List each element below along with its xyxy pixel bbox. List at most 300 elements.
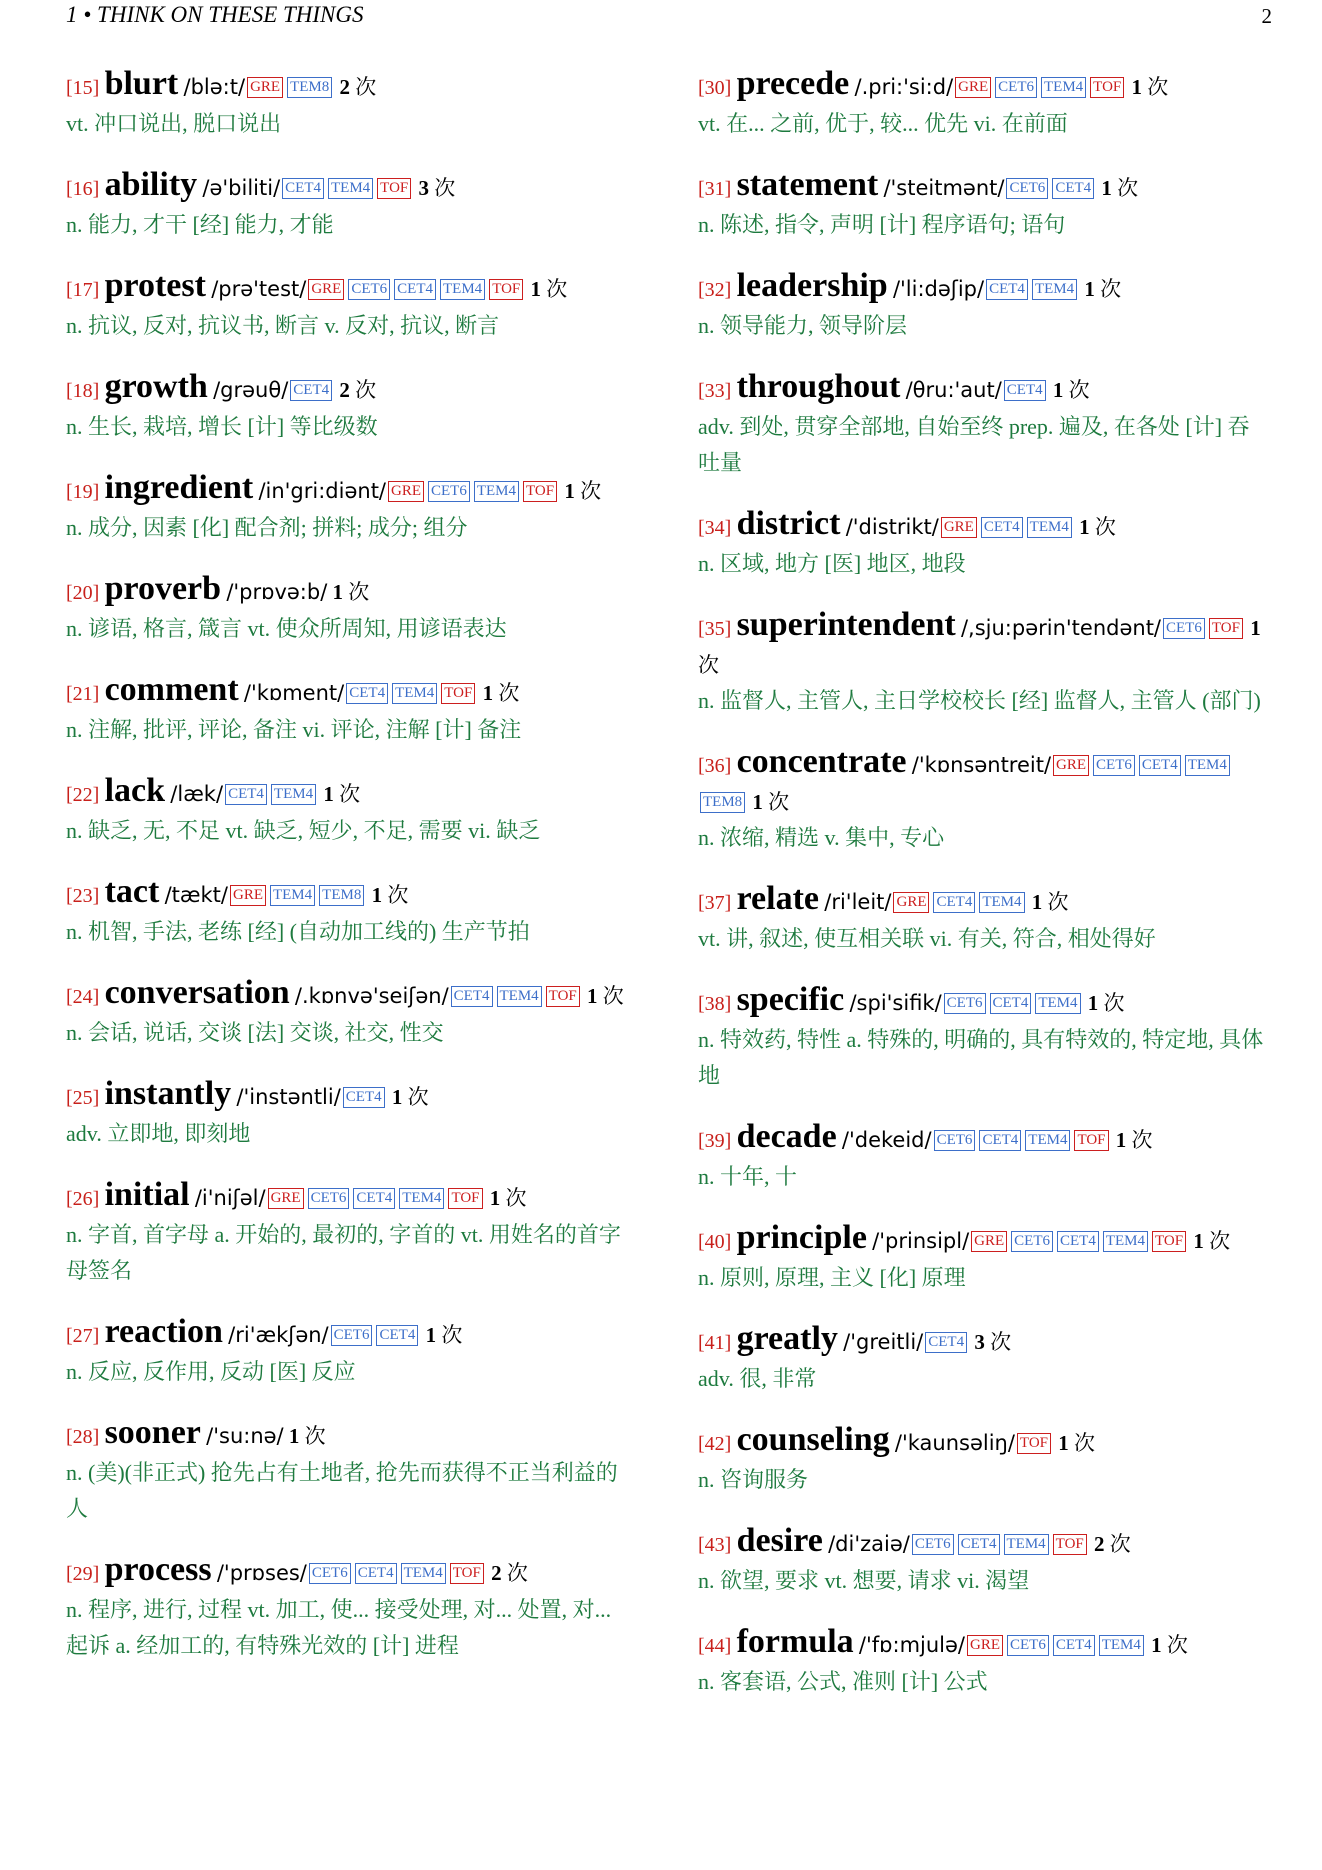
entry-word: blurt <box>104 65 179 102</box>
exam-tag: GRE <box>893 892 929 913</box>
count-suffix: 次 <box>304 1424 326 1448</box>
entry-pronunciation: /læk/ <box>170 782 224 806</box>
entry-index: [22] <box>66 784 100 806</box>
exam-tag: CET4 <box>290 380 332 401</box>
exam-tag: TEM4 <box>474 481 519 502</box>
vocab-entry <box>66 1552 632 1664</box>
entry-headline <box>698 1220 1264 1260</box>
entry-definition: adv. 很, 非常 <box>698 1366 817 1391</box>
entry-word: concentrate <box>736 743 907 780</box>
entry-word: decade <box>736 1118 837 1155</box>
entry-headline <box>66 672 632 712</box>
exam-tag: TEM8 <box>700 792 745 813</box>
entry-headline <box>66 167 632 207</box>
vocab-entry <box>66 268 632 344</box>
entry-headline <box>698 66 1264 106</box>
occurrence-count: 1 <box>587 984 598 1008</box>
entry-pronunciation: /prə'test/ <box>211 277 307 301</box>
occurrence-count: 1 <box>1250 616 1261 640</box>
entry-headline <box>66 268 632 308</box>
entry-headline <box>698 1422 1264 1462</box>
exam-tag: CET4 <box>353 1188 395 1209</box>
vocab-entry <box>66 470 632 546</box>
entry-definition: n. 浓缩, 精选 v. 集中, 专心 <box>698 825 945 850</box>
entry-definition: n. 字首, 首字母 a. 开始的, 最初的, 字首的 vt. 用姓名的首字母签名 <box>66 1222 621 1283</box>
exam-tag: TOF <box>441 683 475 704</box>
entry-pronunciation: /'instəntli/ <box>236 1085 341 1109</box>
entry-definition: n. 能力, 才干 [经] 能力, 才能 <box>66 212 334 237</box>
count-suffix: 次 <box>407 1085 429 1109</box>
entry-headline <box>698 1523 1264 1563</box>
occurrence-count: 1 <box>1058 1431 1069 1455</box>
entry-headline <box>698 744 1264 820</box>
entry-index: [21] <box>66 683 100 705</box>
entry-headline <box>66 1314 632 1354</box>
exam-tag: CET4 <box>925 1332 967 1353</box>
occurrence-count: 2 <box>491 1561 502 1585</box>
vocab-entry <box>66 1314 632 1390</box>
vocab-entry <box>698 607 1264 719</box>
entry-headline <box>698 167 1264 207</box>
entry-headline <box>698 1624 1264 1664</box>
exam-tag: GRE <box>1053 755 1089 776</box>
count-suffix: 次 <box>580 479 602 503</box>
entry-pronunciation: /'kaunsəliŋ/ <box>894 1431 1015 1455</box>
entry-definition: n. 抗议, 反对, 抗议书, 断言 v. 反对, 抗议, 断言 <box>66 313 500 338</box>
occurrence-count: 1 <box>489 1186 501 1210</box>
exam-tag: CET6 <box>912 1534 954 1555</box>
occurrence-count: 1 <box>425 1323 437 1347</box>
exam-tag: CET4 <box>958 1534 1000 1555</box>
entry-index: [43] <box>698 1534 732 1556</box>
exam-tag: TEM4 <box>1103 1231 1148 1252</box>
vocab-entry <box>698 369 1264 481</box>
entry-definition: vt. 冲口说出, 脱口说出 <box>66 111 282 136</box>
entry-word: desire <box>736 1522 823 1559</box>
vocab-entry <box>698 268 1264 344</box>
entry-definition: n. 陈述, 指令, 声明 [计] 程序语句; 语句 <box>698 212 1066 237</box>
entry-word: specific <box>736 981 845 1018</box>
count-suffix: 次 <box>1068 378 1090 402</box>
entry-word: tact <box>104 873 160 910</box>
entry-definition: n. 监督人, 主管人, 主日学校校长 [经] 监督人, 主管人 (部门) <box>698 688 1261 713</box>
exam-tag: CET4 <box>990 993 1032 1014</box>
entry-index: [18] <box>66 380 100 402</box>
exam-tag: TOF <box>489 279 523 300</box>
exam-tag: TEM4 <box>1185 755 1230 776</box>
occurrence-count: 1 <box>1151 1633 1162 1657</box>
entry-pronunciation: /ə'biliti/ <box>202 176 281 200</box>
exam-tag: CET4 <box>355 1563 397 1584</box>
exam-tag: CET6 <box>309 1563 351 1584</box>
entry-index: [30] <box>698 77 732 99</box>
vocab-entry <box>698 1119 1264 1195</box>
entry-pronunciation: /spi'sifik/ <box>849 991 942 1015</box>
exam-tag: TEM8 <box>319 885 364 906</box>
exam-tag: CET4 <box>981 517 1023 538</box>
count-suffix: 次 <box>1131 1128 1153 1152</box>
entry-word: instantly <box>104 1075 232 1112</box>
entry-word: growth <box>104 368 208 405</box>
vocab-entry <box>66 167 632 243</box>
entry-headline <box>698 268 1264 308</box>
entry-word: process <box>104 1551 212 1588</box>
occurrence-count: 1 <box>564 479 575 503</box>
count-suffix: 次 <box>441 1323 463 1347</box>
entry-headline <box>66 470 632 510</box>
count-suffix: 次 <box>348 580 370 604</box>
entry-index: [31] <box>698 178 732 200</box>
running-title: 1 • THINK ON THESE THINGS <box>66 2 364 27</box>
exam-tag: CET4 <box>376 1325 418 1346</box>
entry-definition: n. 十年, 十 <box>698 1164 798 1189</box>
exam-tag: GRE <box>247 77 283 98</box>
exam-tag: TEM4 <box>399 1188 444 1209</box>
exam-tag: CET4 <box>451 986 493 1007</box>
entry-definition: n. 成分, 因素 [化] 配合剂; 拼料; 成分; 组分 <box>66 515 468 540</box>
exam-tag: TEM4 <box>979 892 1024 913</box>
exam-tag: CET6 <box>1011 1231 1053 1252</box>
entry-definition: n. 程序, 进行, 过程 vt. 加工, 使... 接受处理, 对... 处置, 对... 起诉 a. 经加工的, 有特殊光效的 [计] 进程 <box>66 1597 612 1658</box>
entry-pronunciation: /'greitli/ <box>843 1330 924 1354</box>
count-suffix: 次 <box>1109 1532 1131 1556</box>
count-suffix: 次 <box>990 1330 1012 1354</box>
exam-tag: TOF <box>448 1188 482 1209</box>
entry-pronunciation: /'prɒvə:b/ <box>226 580 328 604</box>
exam-tag: GRE <box>308 279 344 300</box>
count-suffix: 次 <box>1100 277 1122 301</box>
exam-tag: CET4 <box>979 1130 1021 1151</box>
occurrence-count: 1 <box>332 580 344 604</box>
count-suffix: 次 <box>1117 176 1139 200</box>
entry-index: [41] <box>698 1332 732 1354</box>
entry-headline <box>698 1119 1264 1159</box>
entry-headline <box>698 369 1264 409</box>
right-column <box>698 66 1264 1725</box>
exam-tag: GRE <box>971 1231 1007 1252</box>
entry-definition: n. 咨询服务 <box>698 1467 809 1492</box>
occurrence-count: 1 <box>371 883 383 907</box>
occurrence-count: 1 <box>1031 890 1043 914</box>
left-column <box>66 66 632 1689</box>
entry-pronunciation: /'steitmənt/ <box>883 176 1005 200</box>
vocab-entry <box>66 672 632 748</box>
entry-headline <box>66 369 632 409</box>
exam-tag: TEM4 <box>401 1563 446 1584</box>
entry-index: [28] <box>66 1426 100 1448</box>
entry-word: statement <box>736 166 879 203</box>
occurrence-count: 3 <box>418 176 429 200</box>
entry-pronunciation: /di'zaiə/ <box>828 1532 910 1556</box>
entry-headline <box>66 1415 632 1455</box>
exam-tag: TEM4 <box>497 986 542 1007</box>
exam-tag: TEM4 <box>328 178 373 199</box>
exam-tag: CET4 <box>986 279 1028 300</box>
entry-definition: n. 反应, 反作用, 反动 [医] 反应 <box>66 1359 356 1384</box>
exam-tag: TEM4 <box>1041 77 1086 98</box>
exam-tag: CET6 <box>934 1130 976 1151</box>
exam-tag: TOF <box>450 1563 484 1584</box>
entry-index: [32] <box>698 279 732 301</box>
entry-index: [29] <box>66 1563 100 1585</box>
entry-word: formula <box>736 1623 854 1660</box>
exam-tag: CET4 <box>1053 1635 1095 1656</box>
vocab-entry <box>698 1321 1264 1397</box>
vocab-entry <box>66 975 632 1051</box>
entry-index: [27] <box>66 1325 100 1347</box>
entry-pronunciation: /i'niʃəl/ <box>194 1186 266 1210</box>
entry-definition: vt. 讲, 叙述, 使互相关联 vi. 有关, 符合, 相处得好 <box>698 926 1156 951</box>
entry-index: [17] <box>66 279 100 301</box>
occurrence-count: 1 <box>288 1424 300 1448</box>
entry-headline <box>698 982 1264 1022</box>
exam-tag: CET6 <box>331 1325 373 1346</box>
entry-pronunciation: /'li:dəʃip/ <box>892 277 985 301</box>
count-suffix: 次 <box>1103 991 1125 1015</box>
exam-tag: TEM4 <box>1025 1130 1070 1151</box>
vocab-entry <box>66 1177 632 1289</box>
occurrence-count: 2 <box>339 75 350 99</box>
exam-tag: CET6 <box>944 993 986 1014</box>
vocab-entry <box>66 369 632 445</box>
entry-index: [44] <box>698 1635 732 1657</box>
entry-definition: n. 注解, 批评, 评论, 备注 vi. 评论, 注解 [计] 备注 <box>66 717 522 742</box>
exam-tag: TOF <box>1017 1433 1051 1454</box>
exam-tag: CET6 <box>1163 618 1205 639</box>
occurrence-count: 1 <box>1101 176 1112 200</box>
exam-tag: CET6 <box>995 77 1037 98</box>
count-suffix: 次 <box>768 790 790 814</box>
entry-index: [23] <box>66 885 100 907</box>
vocab-entry <box>66 1415 632 1527</box>
entry-headline <box>698 607 1264 683</box>
vocab-entry <box>698 1624 1264 1700</box>
entry-pronunciation: /'prɒses/ <box>216 1561 307 1585</box>
exam-tag: CET4 <box>1057 1231 1099 1252</box>
exam-tag: CET6 <box>308 1188 350 1209</box>
exam-tag: TEM4 <box>1035 993 1080 1014</box>
entry-headline <box>66 874 632 914</box>
entry-pronunciation: /blə:t/ <box>183 75 246 99</box>
occurrence-count: 1 <box>752 790 763 814</box>
exam-tag: CET4 <box>394 279 436 300</box>
count-suffix: 次 <box>355 378 377 402</box>
occurrence-count: 1 <box>1079 515 1090 539</box>
entry-definition: vt. 在... 之前, 优于, 较... 优先 vi. 在前面 <box>698 111 1068 136</box>
entry-index: [25] <box>66 1087 100 1109</box>
entry-definition: n. 生长, 栽培, 增长 [计] 等比级数 <box>66 414 378 439</box>
vocab-entry <box>698 982 1264 1094</box>
entry-index: [26] <box>66 1188 100 1210</box>
entry-index: [36] <box>698 755 732 777</box>
exam-tag: CET4 <box>1052 178 1094 199</box>
exam-tag: CET4 <box>282 178 324 199</box>
entry-pronunciation: /'fɒ:mjulə/ <box>858 1633 965 1657</box>
exam-tag: TEM4 <box>440 279 485 300</box>
occurrence-count: 1 <box>1193 1229 1204 1253</box>
entry-definition: n. 谚语, 格言, 箴言 vt. 使众所周知, 用谚语表达 <box>66 616 507 641</box>
entry-headline <box>66 1552 632 1592</box>
page-number: 2 <box>1261 4 1272 28</box>
entry-word: leadership <box>736 267 888 304</box>
occurrence-count: 1 <box>1084 277 1095 301</box>
occurrence-count: 1 <box>1052 378 1064 402</box>
entry-definition: n. 特效药, 特性 a. 特殊的, 明确的, 具有特效的, 特定地, 具体地 <box>698 1027 1264 1088</box>
entry-index: [16] <box>66 178 100 200</box>
entry-word: proverb <box>104 570 222 607</box>
entry-definition: n. 客套语, 公式, 准则 [计] 公式 <box>698 1669 988 1694</box>
entry-headline <box>66 571 632 611</box>
exam-tag: TEM4 <box>392 683 437 704</box>
occurrence-count: 2 <box>1094 1532 1105 1556</box>
count-suffix: 次 <box>387 883 409 907</box>
vocab-entry <box>698 506 1264 582</box>
exam-tag: TOF <box>1152 1231 1186 1252</box>
count-suffix: 次 <box>355 75 377 99</box>
count-suffix: 次 <box>1047 890 1069 914</box>
exam-tag: CET6 <box>1006 178 1048 199</box>
occurrence-count: 1 <box>1131 75 1142 99</box>
entry-headline <box>66 1076 632 1116</box>
occurrence-count: 2 <box>339 378 350 402</box>
entry-headline <box>698 1321 1264 1361</box>
entry-definition: n. 原则, 原理, 主义 [化] 原理 <box>698 1265 966 1290</box>
entry-index: [34] <box>698 517 732 539</box>
count-suffix: 次 <box>1094 515 1116 539</box>
entry-word: greatly <box>736 1320 838 1357</box>
vocab-entry <box>66 874 632 950</box>
exam-tag: CET4 <box>1004 380 1046 401</box>
exam-tag: GRE <box>967 1635 1003 1656</box>
entry-pronunciation: /'dekeid/ <box>841 1128 932 1152</box>
entry-definition: n. (美)(非正式) 抢先占有土地者, 抢先而获得不正当利益的人 <box>66 1460 618 1521</box>
entry-definition: adv. 到处, 贯穿全部地, 自始至终 prep. 遍及, 在各处 [计] 吞吐量 <box>698 414 1250 475</box>
entry-pronunciation: /ri'ækʃən/ <box>228 1323 329 1347</box>
exam-tag: TOF <box>1053 1534 1087 1555</box>
entry-definition: n. 欲望, 要求 vt. 想要, 请求 vi. 渴望 <box>698 1568 1030 1593</box>
entry-pronunciation: /θru:'aut/ <box>905 378 1002 402</box>
entry-index: [19] <box>66 481 100 503</box>
entry-headline <box>66 975 632 1015</box>
entry-definition: n. 领导能力, 领导阶层 <box>698 313 908 338</box>
entry-headline <box>66 66 632 106</box>
exam-tag: TEM4 <box>271 784 316 805</box>
exam-tag: GRE <box>230 885 266 906</box>
exam-tag: TEM4 <box>1027 517 1072 538</box>
entry-definition: n. 缺乏, 无, 不足 vt. 缺乏, 短少, 不足, 需要 vi. 缺乏 <box>66 818 541 843</box>
exam-tag: TEM4 <box>1032 279 1077 300</box>
occurrence-count: 1 <box>391 1085 403 1109</box>
entry-word: throughout <box>736 368 901 405</box>
exam-tag: CET6 <box>428 481 470 502</box>
entry-definition: n. 会话, 说话, 交谈 [法] 交谈, 社交, 性交 <box>66 1020 444 1045</box>
count-suffix: 次 <box>1209 1229 1231 1253</box>
entry-definition: adv. 立即地, 即刻地 <box>66 1121 251 1146</box>
entry-index: [42] <box>698 1433 732 1455</box>
exam-tag: CET6 <box>1093 755 1135 776</box>
entry-word: comment <box>104 671 239 708</box>
entry-word: superintendent <box>736 606 956 643</box>
exam-tag: TOF <box>546 986 580 1007</box>
entry-word: principle <box>736 1219 867 1256</box>
entry-pronunciation: /'kɒnsəntreit/ <box>911 753 1052 777</box>
vocab-entry <box>66 1076 632 1152</box>
entry-headline <box>698 506 1264 546</box>
count-suffix: 次 <box>602 984 624 1008</box>
entry-index: [20] <box>66 582 100 604</box>
entry-definition: n. 机智, 手法, 老练 [经] (自动加工线的) 生产节拍 <box>66 919 530 944</box>
entry-word: lack <box>104 772 166 809</box>
entry-pronunciation: /'distrikt/ <box>845 515 939 539</box>
exam-tag: CET6 <box>348 279 390 300</box>
vocab-entry <box>66 66 632 142</box>
exam-tag: CET4 <box>346 683 388 704</box>
occurrence-count: 1 <box>323 782 334 806</box>
entry-pronunciation: /.kɒnvə'seiʃən/ <box>294 984 449 1008</box>
entry-word: ability <box>104 166 198 203</box>
count-suffix: 次 <box>434 176 456 200</box>
entry-word: conversation <box>104 974 290 1011</box>
vocab-entry <box>698 1220 1264 1296</box>
entry-pronunciation: /.pri:'si:d/ <box>854 75 954 99</box>
entry-pronunciation: /,sju:pərin'tendənt/ <box>960 616 1162 640</box>
entry-pronunciation: /grəuθ/ <box>213 378 289 402</box>
exam-tag: CET4 <box>933 892 975 913</box>
occurrence-count: 1 <box>530 277 542 301</box>
count-suffix: 次 <box>698 653 719 677</box>
entry-pronunciation: /'kɒment/ <box>243 681 345 705</box>
entry-pronunciation: /ri'leit/ <box>824 890 892 914</box>
vocab-entry <box>698 1523 1264 1599</box>
exam-tag: TEM4 <box>1099 1635 1144 1656</box>
entry-word: protest <box>104 267 206 304</box>
exam-tag: TOF <box>377 178 411 199</box>
occurrence-count: 1 <box>482 681 494 705</box>
count-suffix: 次 <box>506 1561 528 1585</box>
vocab-entry <box>698 167 1264 243</box>
entry-word: precede <box>736 65 850 102</box>
entry-pronunciation: /tækt/ <box>164 883 228 907</box>
entry-definition: n. 区域, 地方 [医] 地区, 地段 <box>698 551 966 576</box>
entry-word: initial <box>104 1176 190 1213</box>
exam-tag: GRE <box>941 517 977 538</box>
occurrence-count: 1 <box>1087 991 1099 1015</box>
count-suffix: 次 <box>498 681 520 705</box>
entry-word: relate <box>736 880 820 917</box>
count-suffix: 次 <box>1074 1431 1095 1455</box>
entry-index: [38] <box>698 993 732 1015</box>
entry-pronunciation: /in'gri:diənt/ <box>258 479 387 503</box>
entry-word: sooner <box>104 1414 201 1451</box>
occurrence-count: 1 <box>1115 1128 1127 1152</box>
exam-tag: CET4 <box>225 784 267 805</box>
exam-tag: GRE <box>955 77 991 98</box>
entry-index: [33] <box>698 380 732 402</box>
exam-tag: GRE <box>268 1188 304 1209</box>
entry-headline <box>66 773 632 813</box>
entry-index: [37] <box>698 892 732 914</box>
count-suffix: 次 <box>1166 1633 1188 1657</box>
vocab-entry <box>66 773 632 849</box>
entry-index: [15] <box>66 77 100 99</box>
entry-pronunciation: /'su:nə/ <box>206 1424 284 1448</box>
entry-headline <box>698 881 1264 921</box>
count-suffix: 次 <box>1147 75 1169 99</box>
count-suffix: 次 <box>339 782 361 806</box>
exam-tag: TOF <box>1209 618 1243 639</box>
exam-tag: CET6 <box>1007 1635 1049 1656</box>
entry-word: counseling <box>736 1421 890 1458</box>
